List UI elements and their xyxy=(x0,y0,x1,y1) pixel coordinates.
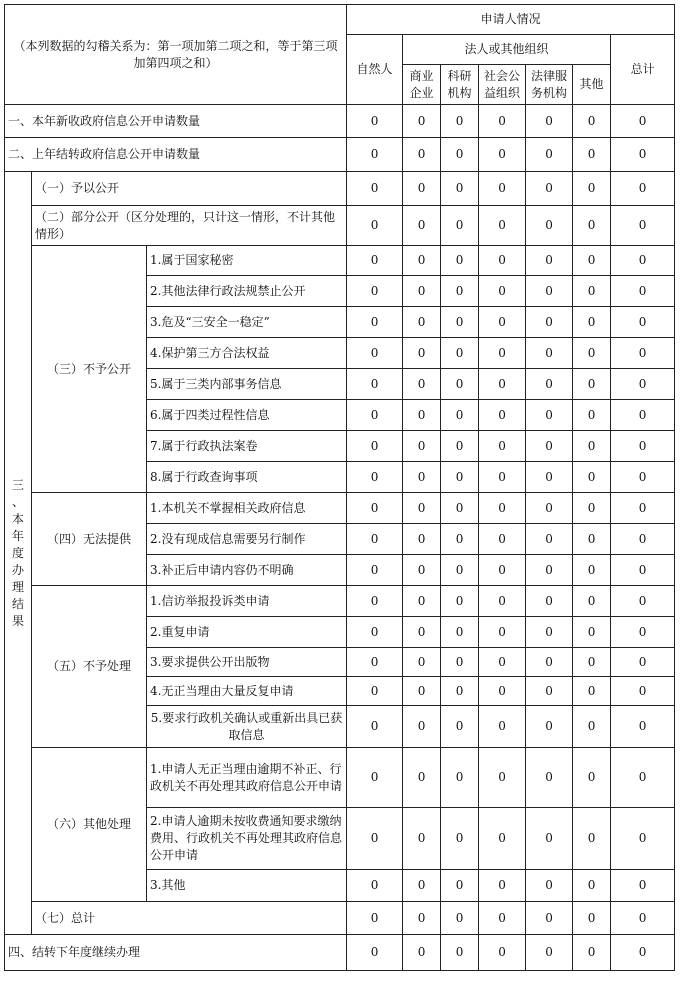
value-cell: 0 xyxy=(526,586,573,617)
value-cell: 0 xyxy=(526,462,573,493)
value-cell: 0 xyxy=(479,431,526,462)
value-cell: 0 xyxy=(611,338,675,369)
value-cell: 0 xyxy=(573,369,611,400)
value-cell: 0 xyxy=(441,172,479,206)
value-cell: 0 xyxy=(611,677,675,706)
value-cell: 0 xyxy=(479,462,526,493)
value-cell: 0 xyxy=(479,617,526,648)
section-label-s2: 二、上年结转政府信息公开申请数量 xyxy=(5,138,347,172)
value-cell: 0 xyxy=(403,586,441,617)
value-cell: 0 xyxy=(526,555,573,586)
value-cell: 0 xyxy=(526,206,573,246)
value-cell: 0 xyxy=(526,138,573,172)
value-cell: 0 xyxy=(526,617,573,648)
value-cell: 0 xyxy=(526,706,573,748)
table-row xyxy=(5,105,675,138)
value-cell: 0 xyxy=(573,493,611,524)
item-label: 7.属于行政执法案卷 xyxy=(147,431,347,462)
group-label-g6: （六）其他处理 xyxy=(32,748,147,902)
value-cell: 0 xyxy=(479,748,526,808)
table-row xyxy=(5,935,675,971)
value-cell: 0 xyxy=(403,276,441,307)
value-cell: 0 xyxy=(479,935,526,971)
applicant-info-header: 申请人情况 xyxy=(347,5,675,35)
value-cell: 0 xyxy=(347,677,403,706)
value-cell: 0 xyxy=(347,524,403,555)
value-cell: 0 xyxy=(347,870,403,902)
value-cell: 0 xyxy=(573,138,611,172)
value-cell: 0 xyxy=(526,524,573,555)
value-cell: 0 xyxy=(479,586,526,617)
value-cell: 0 xyxy=(611,808,675,870)
item-label: 6.属于四类过程性信息 xyxy=(147,400,347,431)
value-cell: 0 xyxy=(526,338,573,369)
value-cell: 0 xyxy=(347,462,403,493)
value-cell: 0 xyxy=(403,400,441,431)
value-cell: 0 xyxy=(479,206,526,246)
value-cell: 0 xyxy=(611,105,675,138)
value-cell: 0 xyxy=(573,338,611,369)
value-cell: 0 xyxy=(479,307,526,338)
value-cell: 0 xyxy=(526,369,573,400)
value-cell: 0 xyxy=(611,524,675,555)
table-row xyxy=(5,586,675,617)
item-label: 4.保护第三方合法权益 xyxy=(147,338,347,369)
value-cell: 0 xyxy=(479,338,526,369)
value-cell: 0 xyxy=(403,307,441,338)
value-cell: 0 xyxy=(479,276,526,307)
value-cell: 0 xyxy=(526,870,573,902)
value-cell: 0 xyxy=(611,617,675,648)
value-cell: 0 xyxy=(526,808,573,870)
value-cell: 0 xyxy=(573,808,611,870)
value-cell: 0 xyxy=(479,246,526,276)
value-cell: 0 xyxy=(479,870,526,902)
value-cell: 0 xyxy=(403,493,441,524)
value-cell: 0 xyxy=(347,586,403,617)
value-cell: 0 xyxy=(403,706,441,748)
value-cell: 0 xyxy=(611,748,675,808)
table-row xyxy=(5,246,675,276)
value-cell: 0 xyxy=(611,586,675,617)
value-cell: 0 xyxy=(347,105,403,138)
disclosure-stats-table xyxy=(4,4,675,971)
value-cell: 0 xyxy=(441,246,479,276)
value-cell: 0 xyxy=(403,369,441,400)
value-cell: 0 xyxy=(573,748,611,808)
value-cell: 0 xyxy=(441,105,479,138)
table-row xyxy=(5,493,675,524)
value-cell: 0 xyxy=(526,105,573,138)
value-cell: 0 xyxy=(403,870,441,902)
value-cell: 0 xyxy=(403,808,441,870)
value-cell: 0 xyxy=(573,307,611,338)
value-cell: 0 xyxy=(573,246,611,276)
value-cell: 0 xyxy=(573,105,611,138)
value-cell: 0 xyxy=(441,870,479,902)
value-cell: 0 xyxy=(403,246,441,276)
table-row xyxy=(5,748,675,808)
value-cell: 0 xyxy=(479,808,526,870)
value-cell: 0 xyxy=(479,677,526,706)
value-cell: 0 xyxy=(573,524,611,555)
item-label: 5.属于三类内部事务信息 xyxy=(147,369,347,400)
value-cell: 0 xyxy=(347,369,403,400)
value-cell: 0 xyxy=(611,400,675,431)
section-label-s1: 一、本年新收政府信息公开申请数量 xyxy=(5,105,347,138)
value-cell: 0 xyxy=(347,706,403,748)
value-cell: 0 xyxy=(403,935,441,971)
social-header: 社会公益组织 xyxy=(479,65,526,105)
value-cell: 0 xyxy=(441,648,479,677)
value-cell: 0 xyxy=(441,808,479,870)
value-cell: 0 xyxy=(347,648,403,677)
value-cell: 0 xyxy=(526,246,573,276)
group-label-g7: （七）总计 xyxy=(32,902,347,935)
value-cell: 0 xyxy=(479,648,526,677)
value-cell: 0 xyxy=(403,617,441,648)
value-cell: 0 xyxy=(441,276,479,307)
value-cell: 0 xyxy=(441,902,479,935)
value-cell: 0 xyxy=(526,902,573,935)
value-cell: 0 xyxy=(526,748,573,808)
value-cell: 0 xyxy=(479,555,526,586)
value-cell: 0 xyxy=(479,706,526,748)
value-cell: 0 xyxy=(347,431,403,462)
value-cell: 0 xyxy=(441,524,479,555)
value-cell: 0 xyxy=(573,276,611,307)
value-cell: 0 xyxy=(611,307,675,338)
value-cell: 0 xyxy=(441,307,479,338)
item-label: 3.补正后申请内容仍不明确 xyxy=(147,555,347,586)
value-cell: 0 xyxy=(573,677,611,706)
value-cell: 0 xyxy=(441,138,479,172)
value-cell: 0 xyxy=(441,431,479,462)
section-label-s3: 三 、 本 年 度 办 理 结 果 xyxy=(5,172,32,935)
value-cell: 0 xyxy=(479,400,526,431)
value-cell: 0 xyxy=(573,172,611,206)
value-cell: 0 xyxy=(611,431,675,462)
value-cell: 0 xyxy=(611,493,675,524)
value-cell: 0 xyxy=(526,935,573,971)
value-cell: 0 xyxy=(441,206,479,246)
value-cell: 0 xyxy=(403,431,441,462)
value-cell: 0 xyxy=(526,648,573,677)
value-cell: 0 xyxy=(573,462,611,493)
value-cell: 0 xyxy=(573,400,611,431)
value-cell: 0 xyxy=(526,307,573,338)
value-cell: 0 xyxy=(479,902,526,935)
item-label: 2.其他法律行政法规禁止公开 xyxy=(147,276,347,307)
value-cell: 0 xyxy=(441,555,479,586)
value-cell: 0 xyxy=(441,338,479,369)
value-cell: 0 xyxy=(573,431,611,462)
value-cell: 0 xyxy=(526,677,573,706)
value-cell: 0 xyxy=(573,648,611,677)
value-cell: 0 xyxy=(441,493,479,524)
group-label-g5: （五）不予处理 xyxy=(32,586,147,748)
value-cell: 0 xyxy=(403,105,441,138)
value-cell: 0 xyxy=(441,677,479,706)
value-cell: 0 xyxy=(573,206,611,246)
table-row xyxy=(5,902,675,935)
value-cell: 0 xyxy=(347,808,403,870)
value-cell: 0 xyxy=(403,902,441,935)
table-row xyxy=(5,138,675,172)
value-cell: 0 xyxy=(441,617,479,648)
group-label-g1: （一）予以公开 xyxy=(32,172,347,206)
table-row xyxy=(5,206,675,246)
item-label: 1.申请人无正当理由逾期不补正、行政机关不再处理其政府信息公开申请 xyxy=(147,748,347,808)
value-cell: 0 xyxy=(347,172,403,206)
value-cell: 0 xyxy=(573,555,611,586)
table-row xyxy=(5,172,675,206)
value-cell: 0 xyxy=(526,276,573,307)
value-cell: 0 xyxy=(347,138,403,172)
value-cell: 0 xyxy=(611,206,675,246)
other-header: 其他 xyxy=(573,65,611,105)
commercial-header: 商业企业 xyxy=(403,65,441,105)
value-cell: 0 xyxy=(526,493,573,524)
item-label: 3.要求提供公开出版物 xyxy=(147,648,347,677)
value-cell: 0 xyxy=(611,276,675,307)
value-cell: 0 xyxy=(611,935,675,971)
item-label: 5.要求行政机关确认或重新出具已获取信息 xyxy=(147,706,347,748)
value-cell: 0 xyxy=(526,431,573,462)
value-cell: 0 xyxy=(573,617,611,648)
item-label: 1.属于国家秘密 xyxy=(147,246,347,276)
value-cell: 0 xyxy=(347,206,403,246)
value-cell: 0 xyxy=(611,246,675,276)
legal-or-other-header: 法人或其他组织 xyxy=(403,35,611,65)
table-note: （本列数据的勾稽关系为：第一项加第二项之和，等于第三项加第四项之和） xyxy=(5,5,347,105)
value-cell: 0 xyxy=(403,172,441,206)
value-cell: 0 xyxy=(441,706,479,748)
value-cell: 0 xyxy=(403,206,441,246)
value-cell: 0 xyxy=(347,935,403,971)
natural-person-header: 自然人 xyxy=(347,35,403,105)
group-label-g3: （三）不予公开 xyxy=(32,246,147,493)
value-cell: 0 xyxy=(611,648,675,677)
value-cell: 0 xyxy=(573,935,611,971)
value-cell: 0 xyxy=(611,462,675,493)
value-cell: 0 xyxy=(403,648,441,677)
legal-service-header: 法律服务机构 xyxy=(526,65,573,105)
value-cell: 0 xyxy=(611,706,675,748)
item-label: 1.信访举报投诉类申请 xyxy=(147,586,347,617)
value-cell: 0 xyxy=(347,307,403,338)
value-cell: 0 xyxy=(611,138,675,172)
value-cell: 0 xyxy=(403,462,441,493)
item-label: 2.重复申请 xyxy=(147,617,347,648)
item-label: 3.其他 xyxy=(147,870,347,902)
value-cell: 0 xyxy=(403,138,441,172)
value-cell: 0 xyxy=(403,677,441,706)
value-cell: 0 xyxy=(573,586,611,617)
value-cell: 0 xyxy=(479,524,526,555)
item-label: 3.危及“三安全一稳定” xyxy=(147,307,347,338)
item-label: 4.无正当理由大量反复申请 xyxy=(147,677,347,706)
item-label: 2.没有现成信息需要另行制作 xyxy=(147,524,347,555)
value-cell: 0 xyxy=(441,935,479,971)
value-cell: 0 xyxy=(347,400,403,431)
value-cell: 0 xyxy=(573,902,611,935)
value-cell: 0 xyxy=(347,902,403,935)
value-cell: 0 xyxy=(441,586,479,617)
value-cell: 0 xyxy=(403,338,441,369)
group-label-g2: （二）部分公开（区分处理的，只计这一情形，不计其他情形） xyxy=(32,206,347,246)
value-cell: 0 xyxy=(479,105,526,138)
value-cell: 0 xyxy=(441,400,479,431)
value-cell: 0 xyxy=(347,748,403,808)
value-cell: 0 xyxy=(347,246,403,276)
value-cell: 0 xyxy=(611,369,675,400)
value-cell: 0 xyxy=(441,748,479,808)
value-cell: 0 xyxy=(441,369,479,400)
value-cell: 0 xyxy=(526,172,573,206)
value-cell: 0 xyxy=(403,748,441,808)
value-cell: 0 xyxy=(347,338,403,369)
value-cell: 0 xyxy=(573,706,611,748)
total-header: 总计 xyxy=(611,35,675,105)
research-header: 科研机构 xyxy=(441,65,479,105)
value-cell: 0 xyxy=(347,555,403,586)
value-cell: 0 xyxy=(403,555,441,586)
value-cell: 0 xyxy=(347,493,403,524)
value-cell: 0 xyxy=(611,555,675,586)
value-cell: 0 xyxy=(526,400,573,431)
value-cell: 0 xyxy=(611,172,675,206)
item-label: 8.属于行政查询事项 xyxy=(147,462,347,493)
value-cell: 0 xyxy=(347,617,403,648)
value-cell: 0 xyxy=(479,138,526,172)
value-cell: 0 xyxy=(441,462,479,493)
group-label-g4: （四）无法提供 xyxy=(32,493,147,586)
value-cell: 0 xyxy=(479,172,526,206)
value-cell: 0 xyxy=(347,276,403,307)
value-cell: 0 xyxy=(403,524,441,555)
section-label-s4: 四、结转下年度继续办理 xyxy=(5,935,347,971)
value-cell: 0 xyxy=(611,870,675,902)
value-cell: 0 xyxy=(611,902,675,935)
item-label: 2.申请人逾期未按收费通知要求缴纳费用、行政机关不再处理其政府信息公开申请 xyxy=(147,808,347,870)
item-label: 1.本机关不掌握相关政府信息 xyxy=(147,493,347,524)
value-cell: 0 xyxy=(479,369,526,400)
value-cell: 0 xyxy=(573,870,611,902)
value-cell: 0 xyxy=(479,493,526,524)
